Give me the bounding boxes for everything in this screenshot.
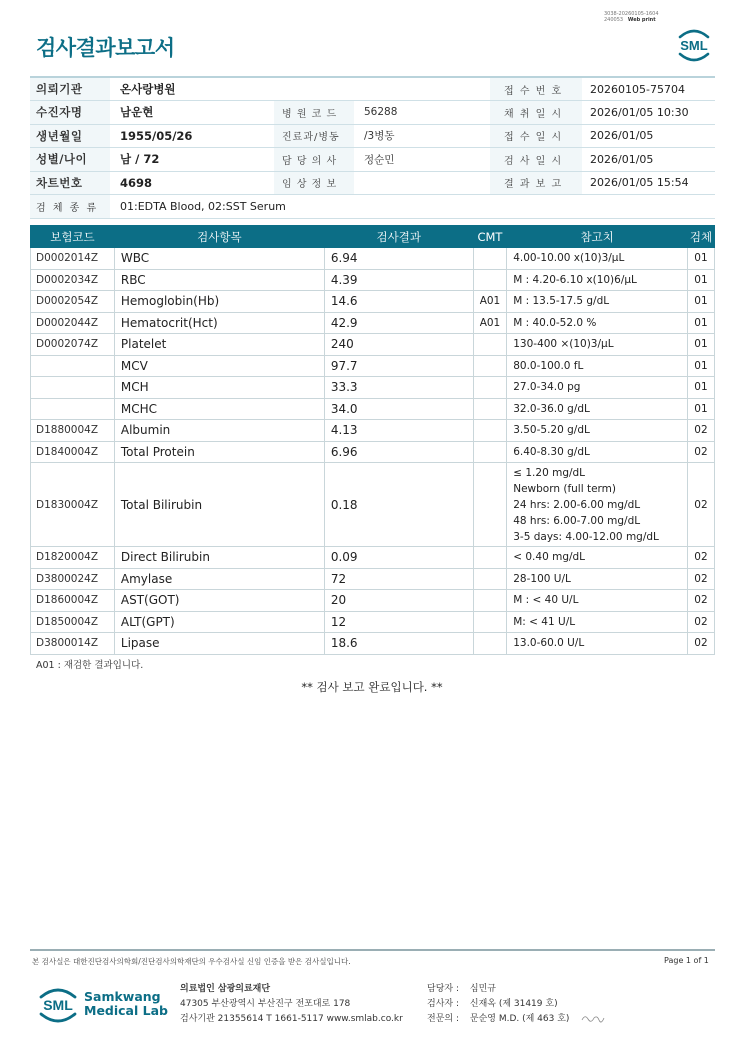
insurance-code-cell: D1850004Z bbox=[31, 611, 115, 633]
reference-range-cell bbox=[507, 291, 688, 313]
value-specimen-type: 01:EDTA Blood, 02:SST Serum bbox=[110, 195, 715, 219]
insurance-code-cell bbox=[31, 398, 115, 420]
patient-row bbox=[30, 124, 715, 148]
reference-line: ≤ 1.20 mg/dL bbox=[513, 466, 586, 479]
reference-line: Newborn (full term) bbox=[513, 482, 617, 495]
insurance-code-cell bbox=[31, 355, 115, 377]
corporation-info bbox=[180, 982, 403, 1027]
label-accession-number: 접 수 번 호 bbox=[490, 77, 582, 101]
reference-line: M : < 40 U/L bbox=[513, 594, 579, 607]
reference-range-cell bbox=[507, 269, 688, 291]
insurance-code-cell: D0002074Z bbox=[31, 334, 115, 356]
value-birth-date: 1955/05/26 bbox=[110, 124, 274, 148]
reference-line: M : 4.20-6.10 x(10)6/μL bbox=[513, 273, 637, 286]
test-result-cell: 33.3 bbox=[324, 377, 473, 399]
reference-range-cell bbox=[507, 568, 688, 590]
comment-cell bbox=[473, 334, 507, 356]
test-item-cell: MCV bbox=[114, 355, 324, 377]
staff-value: 문순영 M.D. (제 463 호) bbox=[469, 1014, 570, 1024]
insurance-code-cell: D1820004Z bbox=[31, 547, 115, 569]
label-patient-name: 수진자명 bbox=[30, 101, 110, 125]
label-specimen-type: 검 체 종 류 bbox=[30, 195, 110, 219]
label-institution: 의뢰기관 bbox=[30, 77, 110, 101]
reference-line: 4.00-10.00 x(10)3/μL bbox=[513, 252, 625, 265]
staff-line bbox=[427, 1012, 569, 1027]
reference-range-cell bbox=[507, 633, 688, 655]
value-institution: 온사랑병원 bbox=[110, 77, 490, 101]
insurance-code-cell: D0002014Z bbox=[31, 248, 115, 270]
reference-line: 6.40-8.30 g/dL bbox=[513, 445, 590, 458]
insurance-code-cell: D3800024Z bbox=[31, 568, 115, 590]
value-hospital-code: 56288 bbox=[354, 101, 490, 125]
value-sex-age: 남 / 72 bbox=[110, 148, 274, 172]
comment-cell bbox=[473, 611, 507, 633]
comment-cell bbox=[473, 441, 507, 463]
reference-range-cell bbox=[507, 463, 688, 547]
table-row bbox=[31, 312, 715, 334]
signature-icon bbox=[580, 1012, 606, 1024]
patient-row bbox=[30, 77, 715, 101]
reference-line: 80.0-100.0 fL bbox=[513, 359, 584, 372]
sml-footer-logo-text: SML bbox=[43, 997, 73, 1013]
specimen-cell: 01 bbox=[687, 312, 714, 334]
value-test-time: 2026/01/05 bbox=[582, 148, 715, 172]
table-row bbox=[31, 355, 715, 377]
specimen-cell: 01 bbox=[687, 269, 714, 291]
comment-cell: A01 bbox=[473, 291, 507, 313]
print-code-mode: Web print bbox=[627, 17, 656, 23]
table-row bbox=[31, 420, 715, 442]
reference-line: 28-100 U/L bbox=[513, 572, 571, 585]
label-test-time: 검 사 일 시 bbox=[490, 148, 582, 172]
test-result-cell: 6.94 bbox=[324, 248, 473, 270]
specimen-cell: 01 bbox=[687, 377, 714, 399]
comment-cell bbox=[473, 547, 507, 569]
header-code: 보험코드 bbox=[31, 226, 115, 248]
comment-cell bbox=[473, 248, 507, 270]
test-result-cell: 42.9 bbox=[324, 312, 473, 334]
comment-note: A01 : 재검한 결과입니다. bbox=[36, 660, 144, 671]
test-item-cell: Direct Bilirubin bbox=[114, 547, 324, 569]
test-result-cell: 72 bbox=[324, 568, 473, 590]
value-department: /3병동 bbox=[354, 124, 490, 148]
value-clinical-info bbox=[354, 171, 490, 195]
label-department: 진료과/병동 bbox=[274, 124, 354, 148]
insurance-code-cell: D1860004Z bbox=[31, 590, 115, 612]
test-item-cell: Hemoglobin(Hb) bbox=[114, 291, 324, 313]
reference-range-cell bbox=[507, 398, 688, 420]
reference-line: 13.0-60.0 U/L bbox=[513, 637, 585, 650]
insurance-code-cell: D3800014Z bbox=[31, 633, 115, 655]
test-item-cell: Total Protein bbox=[114, 441, 324, 463]
corporation-address: 47305 부산광역시 부산진구 전포대로 178 bbox=[180, 999, 351, 1009]
specimen-cell: 02 bbox=[687, 463, 714, 547]
test-result-cell: 6.96 bbox=[324, 441, 473, 463]
label-clinical-info: 임 상 정 보 bbox=[274, 171, 354, 195]
reference-line: 3.50-5.20 g/dL bbox=[513, 424, 590, 437]
report-complete-text: ** 검사 보고 완료입니다. ** bbox=[301, 680, 443, 694]
comment-cell bbox=[473, 377, 507, 399]
table-row bbox=[31, 377, 715, 399]
reference-line: 48 hrs: 6.00-7.00 mg/dL bbox=[513, 514, 641, 527]
specimen-cell: 02 bbox=[687, 611, 714, 633]
patient-row bbox=[30, 101, 715, 125]
reference-line: 3-5 days: 4.00-12.00 mg/dL bbox=[513, 530, 659, 543]
specimen-cell: 02 bbox=[687, 633, 714, 655]
corporation-name: 의료법인 삼광의료재단 bbox=[180, 984, 271, 994]
results-header-row bbox=[31, 226, 715, 248]
reference-line: M : 13.5-17.5 g/dL bbox=[513, 295, 610, 308]
reference-range-cell bbox=[507, 377, 688, 399]
test-item-cell: MCHC bbox=[114, 398, 324, 420]
specimen-cell: 02 bbox=[687, 568, 714, 590]
print-code-line1: 3038-20260105-1604 bbox=[604, 11, 659, 17]
header-reference: 참고치 bbox=[507, 226, 688, 248]
test-result-cell: 12 bbox=[324, 611, 473, 633]
table-row bbox=[31, 590, 715, 612]
print-code-id: 240053 bbox=[604, 17, 624, 23]
table-row bbox=[31, 441, 715, 463]
reference-line: 130-400 ×(10)3/μL bbox=[513, 338, 614, 351]
value-collection-time: 2026/01/05 10:30 bbox=[582, 101, 715, 125]
brand-name bbox=[84, 990, 168, 1018]
value-received-time: 2026/01/05 bbox=[582, 124, 715, 148]
footer-divider bbox=[30, 949, 715, 951]
corporation-contact: 검사기관 21355614 T 1661-5117 www.smlab.co.kr bbox=[180, 1014, 403, 1024]
reference-line: 24 hrs: 2.00-6.00 mg/dL bbox=[513, 498, 641, 511]
table-row bbox=[31, 291, 715, 313]
staff-label: 검사자 : bbox=[427, 999, 459, 1009]
reference-range-cell bbox=[507, 355, 688, 377]
test-item-cell: Albumin bbox=[114, 420, 324, 442]
reference-range-cell bbox=[507, 547, 688, 569]
page-title: 검사결과보고서 bbox=[36, 36, 175, 60]
staff-label: 전문의 : bbox=[427, 1014, 459, 1024]
table-row bbox=[31, 248, 715, 270]
table-row bbox=[31, 633, 715, 655]
header-specimen: 검체 bbox=[687, 226, 714, 248]
insurance-code-cell: D1840004Z bbox=[31, 441, 115, 463]
staff-label: 담당자 : bbox=[427, 984, 459, 994]
test-result-cell: 240 bbox=[324, 334, 473, 356]
test-item-cell: AST(GOT) bbox=[114, 590, 324, 612]
sml-logo-text: SML bbox=[680, 38, 708, 53]
label-birth-date: 생년월일 bbox=[30, 124, 110, 148]
value-accession-number: 20260105-75704 bbox=[582, 77, 715, 101]
table-row bbox=[31, 398, 715, 420]
test-result-cell: 14.6 bbox=[324, 291, 473, 313]
staff-info bbox=[427, 982, 569, 1027]
specimen-cell: 02 bbox=[687, 441, 714, 463]
specimen-cell: 01 bbox=[687, 398, 714, 420]
staff-line bbox=[427, 982, 569, 997]
table-row bbox=[31, 269, 715, 291]
test-result-cell: 34.0 bbox=[324, 398, 473, 420]
reference-line: < 0.40 mg/dL bbox=[513, 551, 586, 564]
specimen-cell: 01 bbox=[687, 291, 714, 313]
brand-line2: Medical Lab bbox=[84, 1003, 168, 1018]
insurance-code-cell: D0002054Z bbox=[31, 291, 115, 313]
header-item: 검사항목 bbox=[114, 226, 324, 248]
comment-cell bbox=[473, 398, 507, 420]
insurance-code-cell: D0002044Z bbox=[31, 312, 115, 334]
table-row bbox=[31, 334, 715, 356]
comment-cell bbox=[473, 633, 507, 655]
table-row bbox=[31, 547, 715, 569]
comment-cell bbox=[473, 269, 507, 291]
value-patient-name: 남운현 bbox=[110, 101, 274, 125]
results-table bbox=[30, 225, 715, 655]
patient-row bbox=[30, 195, 715, 219]
reference-line: 27.0-34.0 pg bbox=[513, 381, 581, 394]
page-number: Page 1 of 1 bbox=[664, 956, 709, 965]
patient-row bbox=[30, 148, 715, 172]
test-item-cell: ALT(GPT) bbox=[114, 611, 324, 633]
test-result-cell: 4.13 bbox=[324, 420, 473, 442]
label-hospital-code: 병 원 코 드 bbox=[274, 101, 354, 125]
reference-range-cell bbox=[507, 590, 688, 612]
test-item-cell: RBC bbox=[114, 269, 324, 291]
staff-value: 신재옥 (제 31419 호) bbox=[469, 999, 558, 1009]
sml-logo-icon bbox=[674, 24, 714, 64]
sml-footer-logo-icon bbox=[36, 982, 80, 1026]
staff-line bbox=[427, 997, 569, 1012]
patient-info-table bbox=[30, 76, 715, 219]
test-result-cell: 4.39 bbox=[324, 269, 473, 291]
patient-row bbox=[30, 171, 715, 195]
brand-line1: Samkwang bbox=[84, 989, 161, 1004]
specimen-cell: 01 bbox=[687, 355, 714, 377]
test-result-cell: 97.7 bbox=[324, 355, 473, 377]
value-report-time: 2026/01/05 15:54 bbox=[582, 171, 715, 195]
test-item-cell: Total Bilirubin bbox=[114, 463, 324, 547]
comment-cell bbox=[473, 590, 507, 612]
test-item-cell: Lipase bbox=[114, 633, 324, 655]
value-doctor: 정순민 bbox=[354, 148, 490, 172]
test-item-cell: MCH bbox=[114, 377, 324, 399]
reference-line: 32.0-36.0 g/dL bbox=[513, 402, 590, 415]
header-result: 검사결과 bbox=[324, 226, 473, 248]
test-result-cell: 20 bbox=[324, 590, 473, 612]
specimen-cell: 01 bbox=[687, 248, 714, 270]
test-item-cell: WBC bbox=[114, 248, 324, 270]
value-chart-number: 4698 bbox=[110, 171, 274, 195]
insurance-code-cell bbox=[31, 377, 115, 399]
reference-range-cell bbox=[507, 441, 688, 463]
specimen-cell: 02 bbox=[687, 420, 714, 442]
comment-cell bbox=[473, 355, 507, 377]
insurance-code-cell: D0002034Z bbox=[31, 269, 115, 291]
insurance-code-cell: D1880004Z bbox=[31, 420, 115, 442]
table-row bbox=[31, 611, 715, 633]
header-cmt: CMT bbox=[473, 226, 507, 248]
reference-range-cell bbox=[507, 420, 688, 442]
test-item-cell: Platelet bbox=[114, 334, 324, 356]
test-result-cell: 0.09 bbox=[324, 547, 473, 569]
label-chart-number: 차트번호 bbox=[30, 171, 110, 195]
test-item-cell: Hematocrit(Hct) bbox=[114, 312, 324, 334]
reference-range-cell bbox=[507, 611, 688, 633]
insurance-code-cell: D1830004Z bbox=[31, 463, 115, 547]
staff-value: 심민규 bbox=[469, 984, 496, 994]
test-result-cell: 0.18 bbox=[324, 463, 473, 547]
label-sex-age: 성별/나이 bbox=[30, 148, 110, 172]
test-item-cell: Amylase bbox=[114, 568, 324, 590]
comment-cell bbox=[473, 420, 507, 442]
table-row bbox=[31, 463, 715, 547]
reference-line: M : 40.0-52.0 % bbox=[513, 316, 597, 329]
comment-cell: A01 bbox=[473, 312, 507, 334]
test-result-cell: 18.6 bbox=[324, 633, 473, 655]
comment-cell bbox=[473, 568, 507, 590]
reference-line: M: < 41 U/L bbox=[513, 615, 576, 628]
comment-cell bbox=[473, 463, 507, 547]
certification-text: 본 검사실은 대한진단검사의학회/진단검사의학재단의 우수검사실 신임 인증을 받은 검사실입니다. bbox=[32, 957, 351, 966]
reference-range-cell bbox=[507, 312, 688, 334]
print-code bbox=[604, 11, 659, 23]
label-report-time: 결 과 보 고 bbox=[490, 171, 582, 195]
reference-range-cell bbox=[507, 334, 688, 356]
results-body bbox=[31, 248, 715, 655]
specimen-cell: 02 bbox=[687, 547, 714, 569]
specimen-cell: 01 bbox=[687, 334, 714, 356]
label-collection-time: 채 취 일 시 bbox=[490, 101, 582, 125]
label-doctor: 담 당 의 사 bbox=[274, 148, 354, 172]
reference-range-cell bbox=[507, 248, 688, 270]
specimen-cell: 02 bbox=[687, 590, 714, 612]
label-received-time: 접 수 일 시 bbox=[490, 124, 582, 148]
table-row bbox=[31, 568, 715, 590]
